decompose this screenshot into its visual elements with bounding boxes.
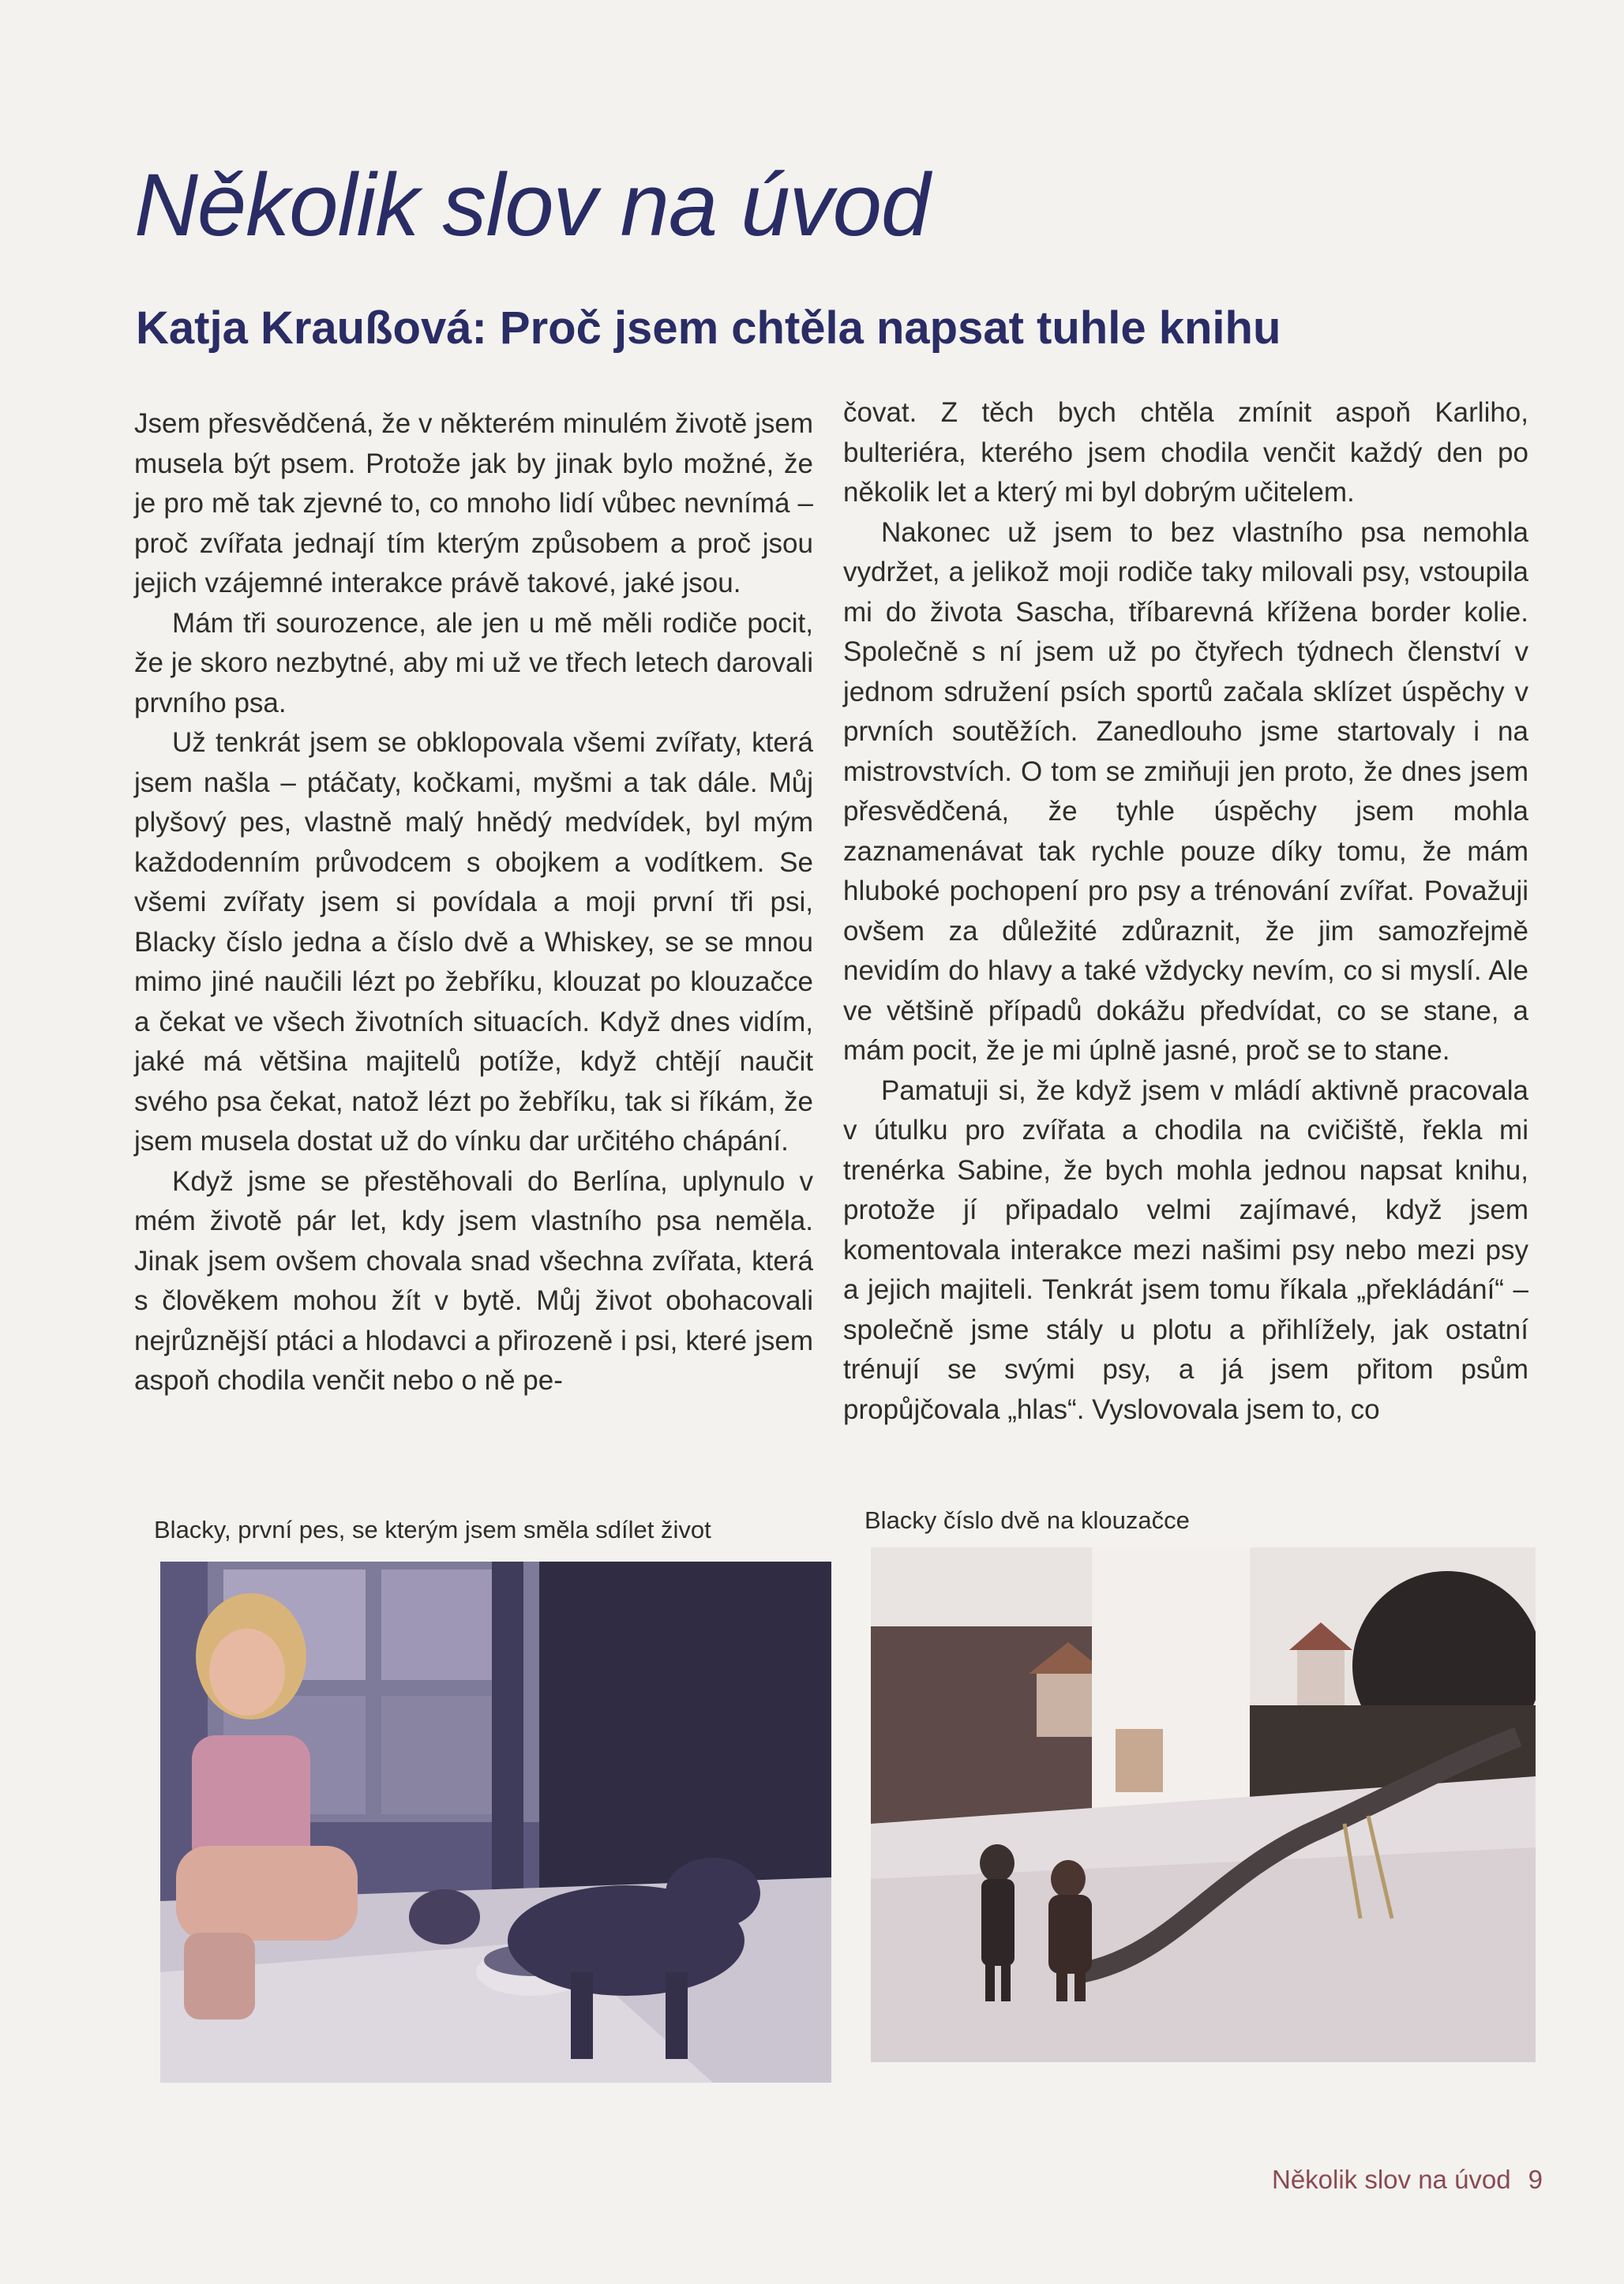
paragraph: čovat. Z těch bych chtěla zmínit aspoň Karliho, bulteriéra, kterého jsem chodila venčit každý den po několik let a který mi byl dobrým učitelem. xyxy=(843,397,1528,508)
paragraph: Už tenkrát jsem se obklopovala všemi zvířaty, která jsem našla – ptáčaty, kočkami, myšmi a tak dále. Můj plyšový pes, vlastně malý hnědý medvídek, byl mým každodenním průvodcem s obojkem a vodítkem. Se všemi zvířaty jsem si povídala a moji první tři psi, Blacky číslo jedna a číslo dvě a Whiskey, se se mnou mimo jiné naučili lézt po žebříku, klouzat po klouzačce a čekat ve všech životních situacích. Když dnes vidím, jaké má většina majitelů potíže, když chtějí naučit svého psa čekat, natož lézt po žebříku, tak si říkám, že jsem musela dostat už do vínku dar určitého chápání. xyxy=(134,727,813,1157)
paragraph: Nakonec už jsem to bez vlastního psa nemohla vydržet, a jelikož moji rodiče taky milovali psy, vstoupila mi do života Sascha, tříbarevná křížena border kolie. Společně s ní jsem už po čtyřech týdnech členství v jednom sdružení psích sportů začala sklízet úspěchy v prvních soutěžích. Zanedlouho jsme startovaly i na mistrovstvích. O tom se zmiňuji jen proto, že dnes jsem přesvědčená, že tyhle úspěchy jsem mohla zaznamenávat tak rychle pouze díky tomu, že mám hluboké pochopení pro psy a trénování zvířat. Považuji ovšem za důležité zdůraznit, že jim samozřejmě nevidím do hlavy a také vždycky nevím, co si myslí. Ale ve většině případů dokážu předvídat, co se stane, a mám pocit, že je mi úplně jasné, proč se to stane. xyxy=(843,516,1528,1066)
photo-caption-left: Blacky, první pes, se kterým jsem směla sdílet život xyxy=(154,1516,711,1543)
page-title: Několik slov na úvod xyxy=(134,156,930,254)
footer-section-title: Několik slov na úvod xyxy=(1271,2165,1511,2194)
chapter-subtitle: Katja Kraußová: Proč jsem chtěla napsat tuhle knihu xyxy=(136,302,1281,354)
photo-girl-with-dog xyxy=(160,1562,831,2083)
paragraph: Mám tři sourozence, ale jen u mě měli rodiče pocit, že je skoro nezbytné, aby mi už ve třech letech darovali prvního psa. xyxy=(134,607,813,718)
right-text-column xyxy=(843,393,1528,1430)
photo-dog-on-slide-illustration xyxy=(871,1547,1536,2062)
paragraph: Pamatuji si, že když jsem v mládí aktivně pracovala v útulku pro zvířata a chodila na cvičiště, řekla mi trenérka Sabine, že bych mohla jednou napsat knihu, protože jí připadalo velmi zajímavé, když jsem komentovala interakce mezi našimi psy nebo mezi psy a jejich majiteli. Tenkrát jsem tomu říkala „překládání“ – společně jsme stály u plotu a přihlížely, jak ostatní trénují se svými psy, a já jsem přitom psům propůjčovala „hlas“. Vyslovovala jsem to, co xyxy=(843,1074,1528,1425)
photo-caption-right: Blacky číslo dvě na klouzačce xyxy=(865,1506,1190,1534)
left-text-column xyxy=(134,404,813,1401)
paragraph: Když jsme se přestěhovali do Berlína, uplynulo v mém životě pár let, kdy jsem vlastního psa neměla. Jinak jsem ovšem chovala snad všechna zvířata, která s člověkem mohou žít v bytě. Můj život obohacovali nejrůznější ptáci a hlodavci a přirozeně i psi, které jsem aspoň chodila venčit nebo o ně pe- xyxy=(134,1165,813,1396)
photo-girl-with-dog-illustration xyxy=(160,1562,831,2083)
paragraph: Jsem přesvědčená, že v některém minulém životě jsem musela být psem. Protože jak by jinak bylo možné, že je pro mě tak zjevné to, co mnoho lidí vůbec nevnímá – proč zvířata jednají tím kterým způsobem a proč jsou jejich vzájemné interakce právě takové, jaké jsou. xyxy=(134,408,813,598)
page-footer xyxy=(1272,2165,1543,2195)
page-number: 9 xyxy=(1528,2165,1543,2194)
photo-dog-on-slide xyxy=(871,1547,1536,2062)
